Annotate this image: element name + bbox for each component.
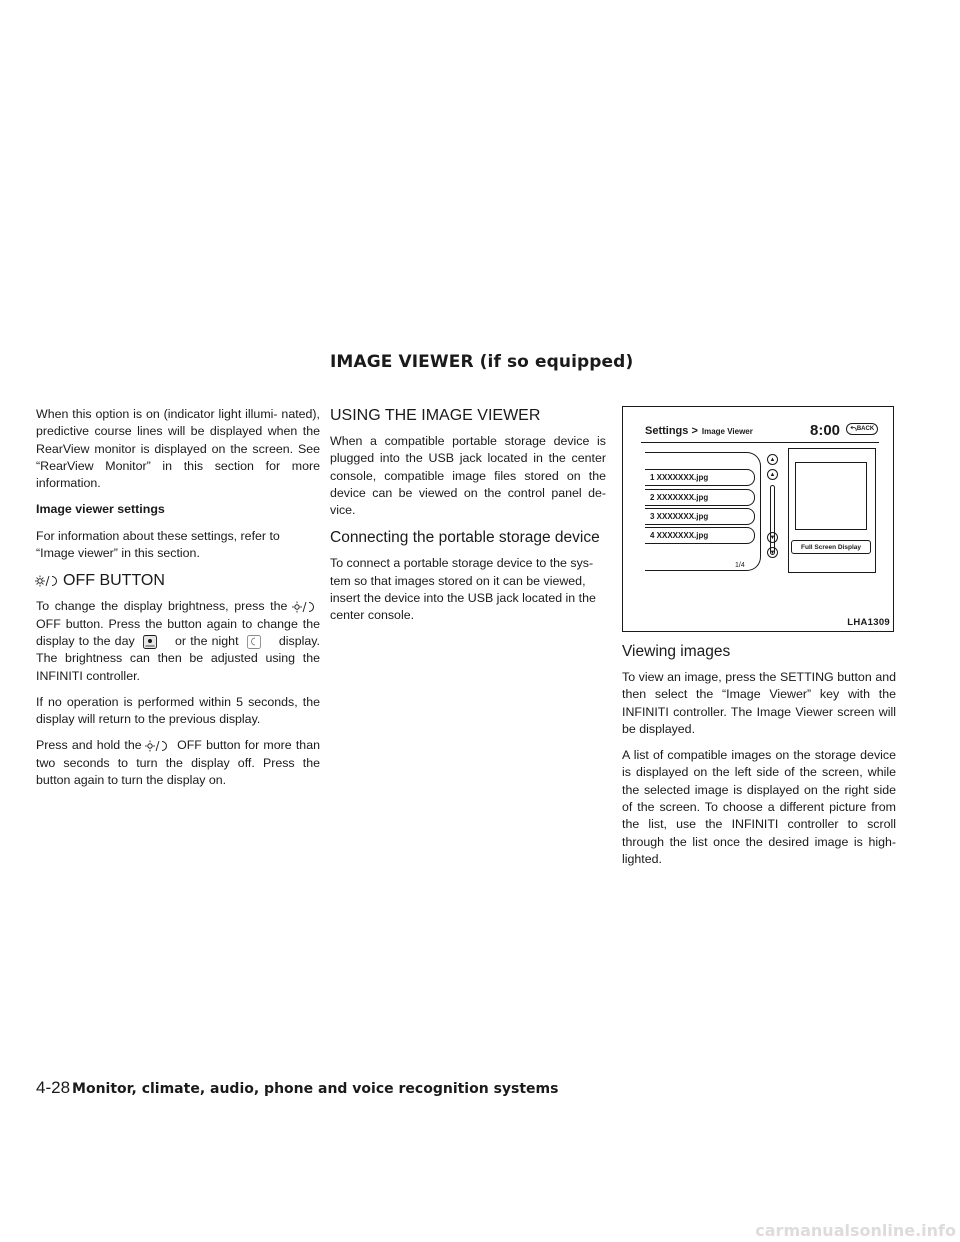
scroll-top-icon[interactable]: ▲: [767, 454, 778, 465]
paragraph-settings: For information about these settings, refer to “Image viewer” in this section.: [36, 528, 280, 561]
full-screen-button[interactable]: Full Screen Display: [791, 540, 871, 554]
viewing-images-heading: Viewing images: [622, 643, 731, 660]
text: or the night: [175, 633, 239, 648]
screen-clock: 8:00: [810, 422, 841, 439]
paragraph-brightness: [36, 598, 320, 684]
scroll-bottom-icon[interactable]: ▼: [767, 547, 778, 558]
paragraph-compatible: When a compatible portable storage device is plugged into the USB jack located in the center console, compatible image files stored on the device can be viewed on the control panel de- vice.: [330, 434, 606, 518]
figure-label: LHA1309: [847, 617, 890, 628]
column-right: [622, 636, 896, 877]
column-middle: [330, 406, 606, 634]
text: Press and hold the: [36, 738, 142, 753]
back-label: BACK: [856, 426, 875, 432]
screen-title: [645, 425, 753, 437]
text: OFF button for more than two seconds to turn the display off. Press the button again to turn the display on.: [36, 738, 320, 788]
sun-moon-icon: [292, 600, 316, 614]
image-preview: [795, 462, 867, 530]
list-page-indicator: 1/4: [735, 562, 745, 569]
page-number: 4-28: [36, 1078, 71, 1097]
back-button[interactable]: [846, 423, 878, 435]
screen-title-text: Settings >: [645, 425, 698, 437]
off-button-heading-text: OFF BUTTON: [63, 572, 165, 590]
screen-divider: [641, 442, 879, 443]
off-button-heading: [36, 571, 320, 590]
paragraph-connecting: To connect a portable storage device to the sys- tem so that images stored on it can be viewed, insert the device into the USB jack located in the center console.: [330, 556, 596, 623]
page-footer: [36, 1078, 558, 1098]
scrollbar[interactable]: [770, 485, 775, 555]
settings-heading: Image viewer settings: [36, 502, 165, 517]
scroll-up-icon[interactable]: ▲: [767, 469, 778, 480]
image-list-item[interactable]: 4 XXXXXXX.jpg: [645, 527, 755, 544]
chapter-title: Monitor, climate, audio, phone and voice recognition systems: [72, 1081, 559, 1097]
paragraph-hold: [36, 737, 320, 789]
sun-moon-icon: [145, 739, 169, 753]
paragraph-indicator: When this option is on (indicator light illumi- nated), predictive course lines will be displayed when the RearView monitor is displayed on the screen. See “RearView Monitor” in this section for more information.: [36, 407, 320, 491]
text: To change the display brightness, press the: [36, 599, 288, 614]
image-list-item[interactable]: 1 XXXXXXX.jpg: [645, 469, 755, 486]
paragraph-timeout: If no operation is performed within 5 seconds, the display will return to the previous display.: [36, 694, 320, 727]
column-left: [36, 406, 320, 798]
text: display. The brightness can then be adjusted using the INFINITI controller.: [36, 633, 320, 683]
sun-moon-icon: [35, 574, 59, 588]
using-image-viewer-heading: USING THE IMAGE VIEWER: [330, 407, 541, 424]
paragraph-viewing: To view an image, press the SETTING button and then select the “Image Viewer” key with the INFINITI controller. The Image Viewer screen will be displayed.: [622, 670, 896, 736]
day-display-icon: [143, 635, 157, 649]
paragraph-list: A list of compatible images on the storage device is displayed on the left side of the screen, while the selected image is displayed on the right side of the screen. To choose a different picture from the list, use the INFINITI controller to scroll through the list once the desired image is high- lighted.: [622, 748, 896, 866]
image-list-item[interactable]: 2 XXXXXXX.jpg: [645, 489, 755, 506]
back-arrow-icon: [850, 426, 857, 432]
section-title: IMAGE VIEWER (if so equipped): [330, 352, 634, 372]
text: OFF button. Press the button again to change the display to the day: [36, 616, 320, 648]
connecting-heading: Connecting the portable storage device: [330, 529, 600, 547]
image-list-item[interactable]: 3 XXXXXXX.jpg: [645, 508, 755, 525]
scroll-down-icon[interactable]: ▼: [767, 532, 778, 543]
night-display-icon: [247, 635, 261, 649]
screen-subtitle: Image Viewer: [701, 427, 753, 436]
watermark: carmanualsonline.info: [755, 1221, 956, 1240]
image-viewer-figure: [622, 406, 894, 632]
